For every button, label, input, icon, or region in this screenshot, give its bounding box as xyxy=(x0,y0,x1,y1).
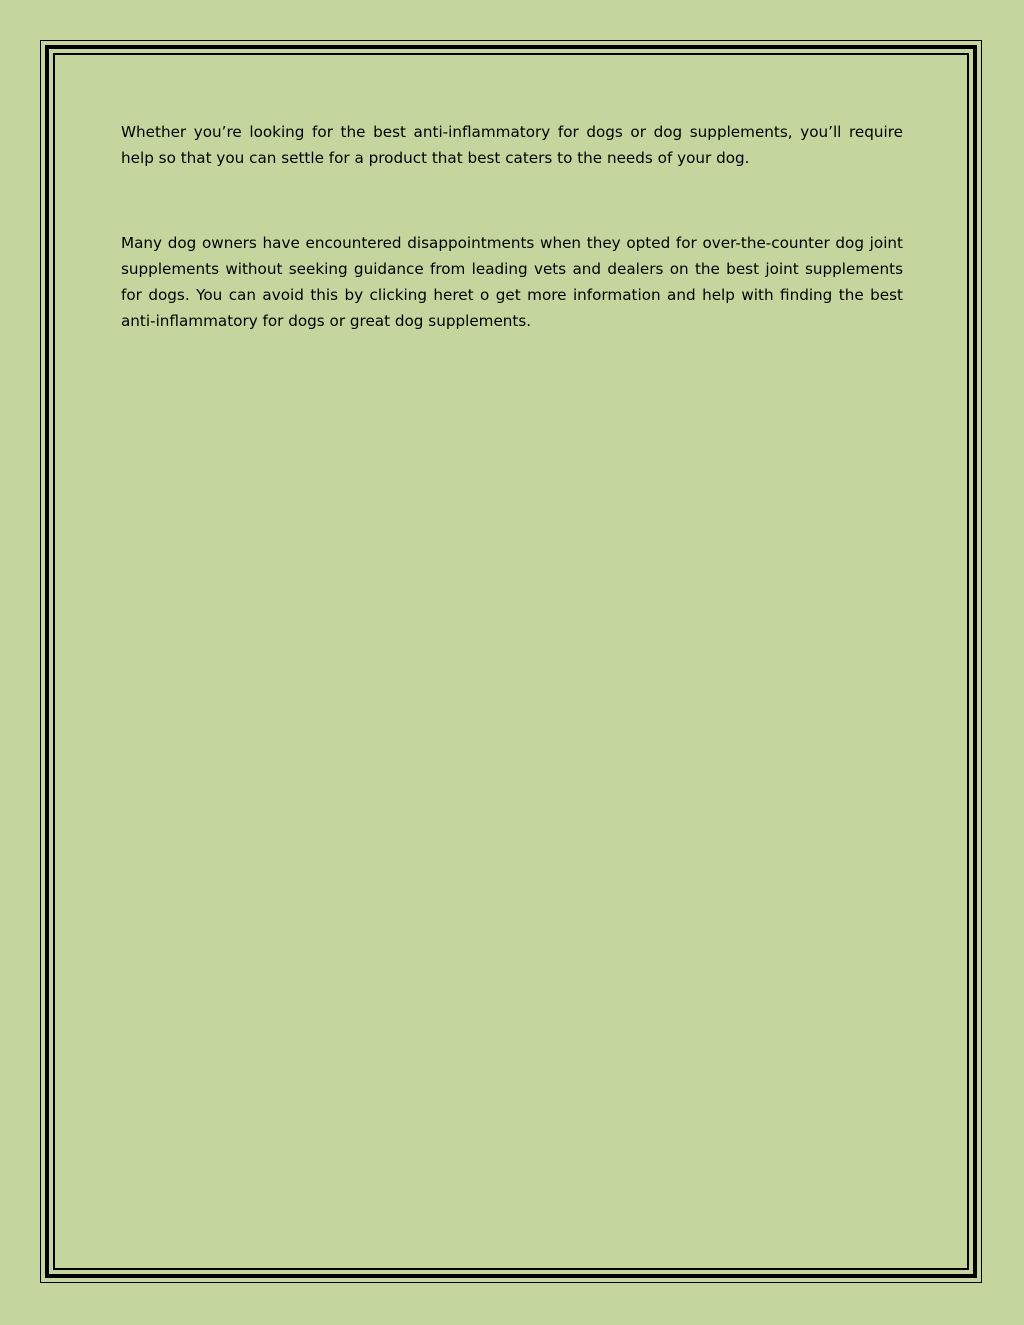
paragraph-2: Many dog owners have encountered disappointments when they opted for over-the-counter dog joint supplements without seeking guidance from leading vets and dealers on the best joint supplements for dogs. You can avoid this by clicking heret o get more information and help with finding the best anti-inflammatory for dogs or great dog supplements. xyxy=(121,234,903,330)
paragraph-1: Whether you’re looking for the best anti-inflammatory for dogs or dog supplements, you’ll require help so that you can settle for a product that best caters to the needs of your dog. xyxy=(121,123,903,167)
document-body xyxy=(121,119,903,334)
